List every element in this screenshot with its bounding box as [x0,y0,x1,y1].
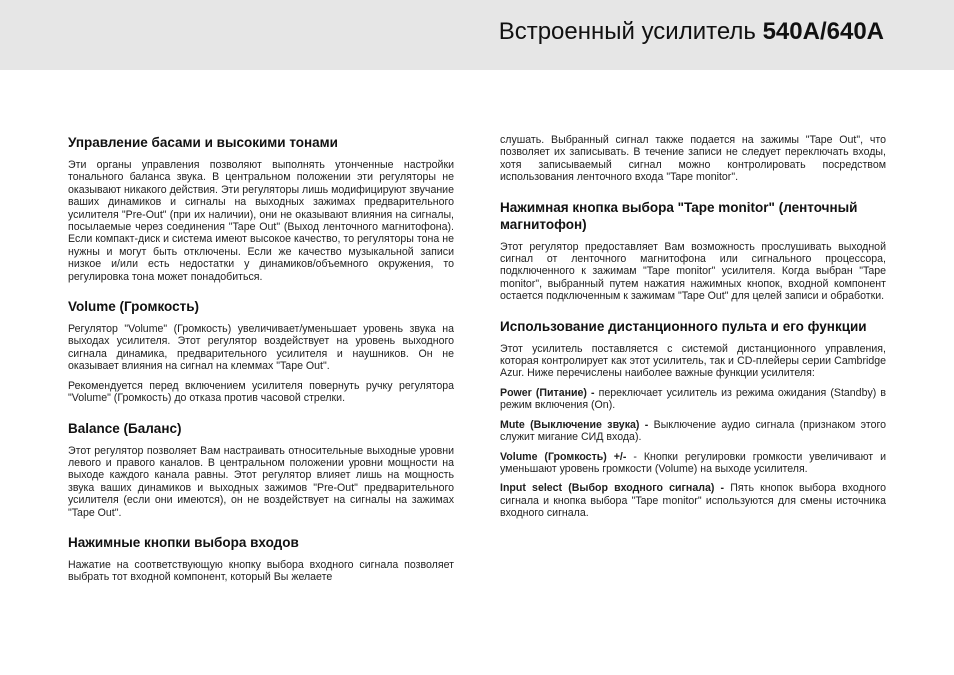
section-heading: Управление басами и высокими тонами [68,135,338,150]
section-tape-monitor [500,199,886,303]
remote-function-item [500,451,886,476]
title-model: 540A/640A [762,18,884,45]
function-text: - Кнопки регулировки громкости увеличивают и уменьшают уровень громкости (Volume) на выходе усилителя. [500,450,887,475]
paragraph: Нажатие на соответствующую кнопку выбора входного сигнала позволяет выбрать тот входной компонент, который Вы желаете [68,558,454,584]
function-term: Power (Питание) - [500,386,595,399]
paragraph: Этот регулятор предоставляет Вам возможность прослушивать выходной сигнал от ленточного магнитофона или сигнального процессора, подключенного к зажимам "Tape monitor" усилителя. Когда выбран "Tape monitor", выбранный путем нажатия нажимных кнопок, входной компонент остается подключенным к зажимам "Tape Out" для целей записи и обработки. [500,240,886,303]
function-term: Input select (Выбор входного сигнала) - [500,482,725,495]
function-text: Пять кнопок выбора входного сигнала и кнопка выбора "Tape monitor" используются для смены источника входного сигнала. [500,482,887,520]
section-heading: Нажимные кнопки выбора входов [68,534,299,550]
paragraph: Этот усилитель поставляется с системой дистанционного управления, которая контролирует как этот усилитель, так и CD-плейеры серии Cambridge Azur. Ниже перечислены наиболее важные функции усилителя: [500,342,886,380]
section-volume [68,298,454,404]
paragraph: Регулятор "Volume" (Громкость) увеличивает/уменьшает уровень звука на выходах усилителя. Этот регулятор воздействует на уровень выходного сигнала динамика, предварительного усилителя и наушников. Он не оказывает влияния на сигнал на клеммах "Tape Out". [68,323,454,373]
section-remote [500,318,886,520]
function-text: Выключение аудио сигнала (признаком этого служит мигание СИД входа). [500,418,887,444]
function-term: Mute (Выключение звука) - [500,418,649,431]
section-continued [500,134,886,184]
section-heading: Balance (Баланс) [68,420,182,436]
section-heading: Volume (Громкость) [68,299,200,315]
title-prefix: Встроенный усилитель [498,18,763,45]
paragraph: Рекомендуется перед включением усилителя повернуть ручку регулятора "Volume" (Громкость) до отказа против часовой стрелки. [68,379,454,405]
function-text: переключает усилитель из режима ожидания (Standby) в режим включения (On). [500,386,886,412]
paragraph: слушать. Выбранный сигнал также подается на зажимы "Tape Out", что позволяет их записывать. В течение записи не следует переключать входы, хотя записываемый сигнал можно контролировать посредством использования ленточного входа "Tape monitor". [500,134,886,184]
section-balance [68,420,454,519]
paragraph: Этот регулятор позволяет Вам настраивать относительные выходные уровни левого и правого каналов. В центральном положении уровни мощности на выходе каждого канала равны. Этот регулятор влияет лишь на мощность звука ваших динамиков и выходных зажимов "Pre-Out" предварительного усилителя (если они имеются), он не воздействует на сигналы на зажимах "Tape Out". [68,444,454,519]
section-heading: Нажимная кнопка выбора "Tape monitor" (ленточный магнитофон) [500,199,858,232]
section-heading: Использование дистанционного пульта и его функции [500,318,867,334]
function-term: Volume (Громкость) +/- [500,450,627,463]
page-title [499,18,884,46]
paragraph: Эти органы управления позволяют выполнять утонченные настройки тонального баланса звука. В центральном положении эти регуляторы не оказывают никакого действия. Эти регуляторы лишь модифицируют звучание ваших динамиков и сигналы на выходных зажимах предварительного усилителя "Pre-Out" (при их наличии), они не оказывают влияния на сигналы, посылаемые через соединения "Tape Out" (Выход ленточного магнитофона). Если компакт-диск и система имеют высокое качество, то регуляторы тона не нужны и могут быть отключены. Если же качество музыкальной записи низкое и/или есть недостатки у динамиков/объемного окружения, то регулировка тона может понадобиться. [68,159,454,283]
remote-function-item [500,482,886,519]
remote-function-item [500,387,886,412]
left-column [68,134,454,599]
section-bass-treble [68,134,454,283]
right-column [500,134,886,535]
page-header [0,0,954,70]
section-input-buttons [68,534,454,584]
remote-function-item [500,419,886,444]
